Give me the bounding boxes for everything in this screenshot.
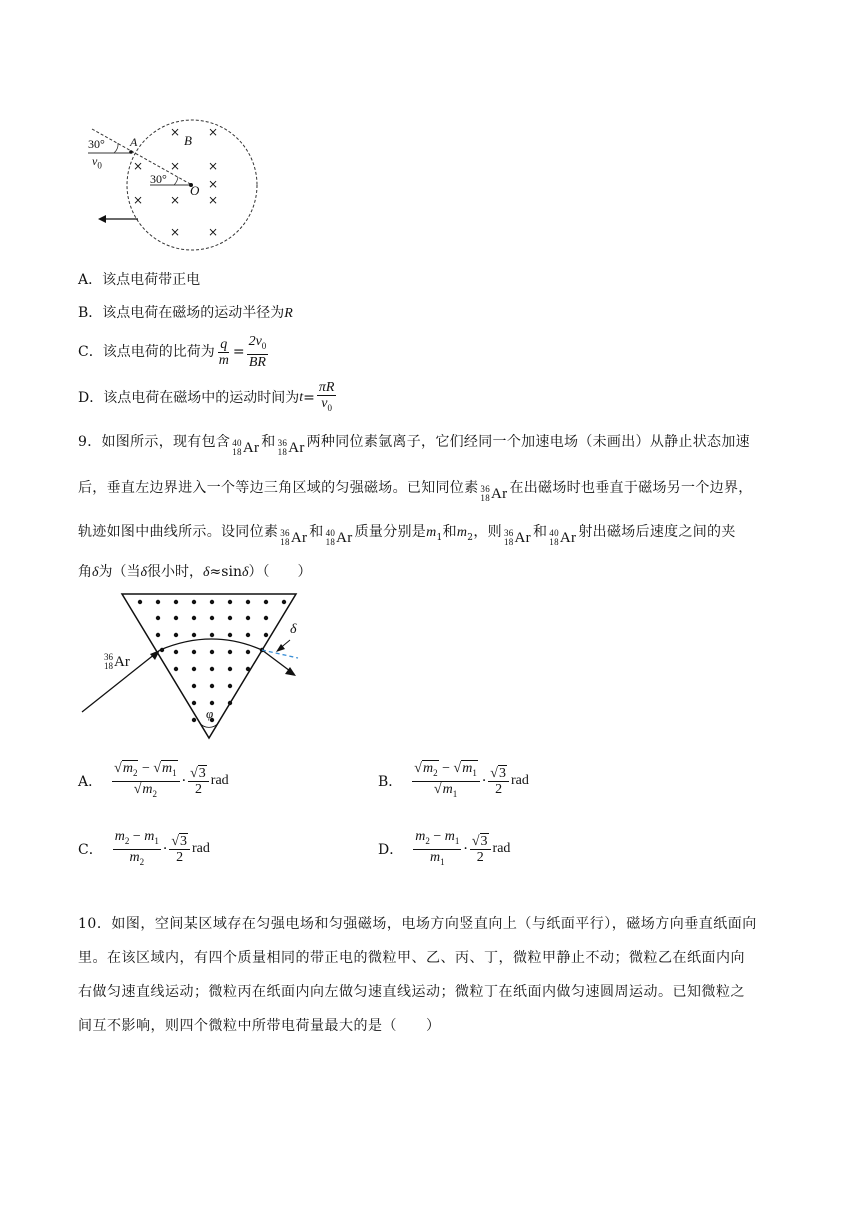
delta-label: δ [290, 622, 297, 637]
q10-text-line-3: 右做匀速直线运动；微粒丙在纸面内向左做匀速直线运动；微粒丁在纸面内做匀速圆周运动。已知微粒之 [78, 984, 745, 1000]
q9-text-line-2: 后，垂直左边界进入一个等边三角区域的匀强磁场。已知同位素 36 18 Ar 在出磁场时也垂直于磁场另一个边界， [78, 480, 753, 503]
phi-label: φ [206, 706, 214, 721]
angle-label-top: 30° [88, 137, 105, 151]
cross-mark: × [170, 193, 181, 207]
center-o-label: O [190, 183, 200, 198]
field-b-label: B [184, 133, 192, 148]
q9-option-b[interactable]: B． $\frac{√m_2 - √m_1}{√m_1}$ · $\frac{√3}{2}$ rad [378, 760, 529, 799]
q10-text-line-4: 间互不影响，则四个微粒中所带电荷量最大的是（ ） [78, 1018, 441, 1034]
q8-option-c[interactable]: C． 该点电荷的比荷为 $\frac{q}{m}$ = $\frac{2v_0}{BR}$ [78, 334, 267, 370]
curved-trajectory [160, 639, 262, 650]
q9-text-line-3: 轨迹如图中曲线所示。设同位素 36 18 Ar 和 40 18 Ar 质量分别是$m_1$和$m_2$，则 36 18 Ar 和 40 18 Ar 射出磁场后速度之间的夹 [78, 524, 736, 547]
cross-mark: × [170, 225, 181, 239]
point-a-label: A [130, 135, 138, 149]
cross-mark: × [133, 193, 144, 207]
q8-option-b[interactable]: B．该点电荷在磁场的运动半径为R [78, 305, 293, 321]
q9-text-line-1: 9．如图所示，现有包含 40 18 Ar 和 36 18 Ar 两种同位素氩离子，它们经同一个加速电场（未画出）从静止状态加速 [78, 434, 750, 457]
figure-circle-field [80, 115, 280, 255]
cross-mark: × [208, 225, 219, 239]
ion-label: 36 18 Ar [104, 652, 130, 671]
q8-option-d[interactable]: D． 该点电荷在磁场中的运动时间为 t = $\frac{\pi R}{v_0}$ [78, 380, 335, 413]
q9-option-c[interactable]: C． $\frac{m_2 - m_1}{m_2}$ · $\frac{√3}{2}$ rad [78, 828, 210, 867]
angle-label-center: 30° [150, 172, 167, 186]
q9-option-a[interactable]: A． $\frac{√m_2 - √m_1}{√m_2}$ · $\frac{√3}{2}$ rad [78, 760, 229, 799]
cross-mark: × [208, 193, 219, 207]
q10-text-line-1: 10．如图，空间某区域存在匀强电场和匀强磁场，电场方向竖直向上（与纸面平行），磁场方向垂直纸面向 [78, 916, 757, 932]
cross-mark: × [170, 125, 181, 139]
cross-mark: × [208, 125, 219, 139]
field-dots [138, 600, 286, 722]
figure-triangle-field [78, 588, 318, 744]
cross-mark: × [133, 159, 144, 173]
q9-text-line-4: 角δ为（当δ很小时，δ≈sinδ）（ ） [78, 564, 312, 580]
v0-label: $v_0$ [92, 154, 102, 171]
q8-option-a[interactable]: A．该点电荷带正电 [78, 272, 201, 288]
q9-option-d[interactable]: D． $\frac{m_2 - m_1}{m_1}$ · $\frac{√3}{2}$ rad [378, 828, 511, 867]
q10-text-line-2: 里。在该区域内，有四个质量相同的带正电的微粒甲、乙、丙、丁，微粒甲静止不动；微粒乙在纸面内向 [78, 950, 745, 966]
cross-mark: × [170, 159, 181, 173]
cross-mark: × [208, 177, 219, 191]
cross-mark: × [208, 159, 219, 173]
